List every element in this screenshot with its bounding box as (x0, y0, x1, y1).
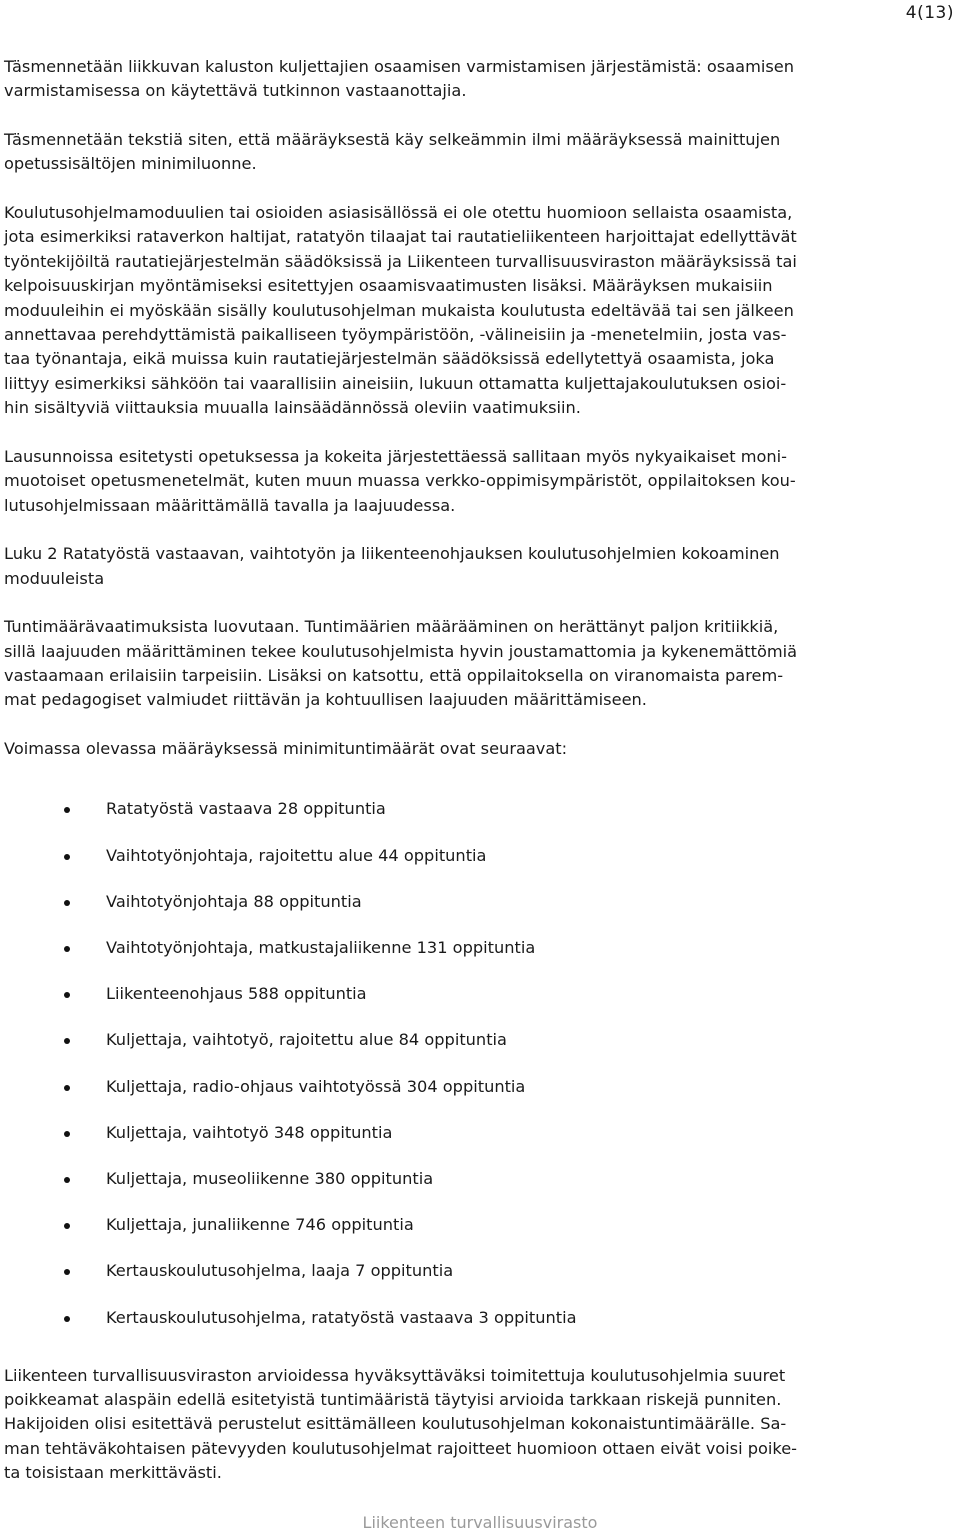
list-item-text: Vaihtotyönjohtaja 88 oppituntia (106, 891, 362, 911)
paragraph-2: Täsmennetään tekstiä siten, että määräyksestä käy selkeämmin ilmi määräyksessä mainittujen opetussisältöjen minimiluonne. (4, 130, 781, 174)
list-item (4, 1213, 958, 1259)
paragraph-7: Voimassa olevassa määräyksessä minimituntimäärät ovat seuraavat: (4, 739, 568, 759)
list-item-text: Vaihtotyönjohtaja, matkustajaliikenne 131 oppituntia (106, 938, 536, 958)
list-item (4, 1306, 958, 1344)
list-item-text: Kuljettaja, radio-ohjaus vaihtotyössä 304 oppituntia (106, 1076, 526, 1096)
list-item (4, 982, 958, 1028)
section-heading: Luku 2 Ratatyöstä vastaavan, vaihtotyön ja liikenteenohjauksen koulutusohjelmien kokoaminen moduuleista (4, 544, 780, 588)
list-item (4, 1075, 958, 1121)
list-item-text: Kuljettaja, vaihtotyö 348 oppituntia (106, 1122, 393, 1142)
bullet-icon (64, 1316, 70, 1322)
bullet-icon (64, 1131, 70, 1137)
bullet-icon (64, 1223, 70, 1229)
list-item (4, 1028, 958, 1074)
paragraph-6: Tuntimäärävaatimuksista luovutaan. Tuntimäärien määrääminen on herättänyt paljon kritiikkiä, sillä laajuuden määrittäminen tekee koulutusohjelmista hyvin joustamattomia ja kykenemättömiä vastaamaan erilaisiin tarpeisiin. Lisäksi on katsottu, että oppilaitoksella on viranomaista parem- mat pedagogiset valmiudet riittävän ja kohtuullisen laajuuden määrittämiseen. (4, 617, 798, 710)
page-number: 4(13) (905, 3, 954, 23)
paragraph-8: Liikenteen turvallisuusviraston arvioidessa hyväksyttäväksi toimitettuja koulutusohjelmia suuret poikkeamat alaspäin edellä esitetyistä tuntimääristä täytyisi arvioida tarkkaan riskejä punniten. Hakijoiden olisi esitettävä perustelut esittämälleen koulutusohjelman kokonaistuntimäärälle. Sa- man tehtäväkohtaisen pätevyyden koulutusohjelmat rajoitteet huomioon ottaen eivät voisi poike- ta toisistaan merkittävästi. (4, 1365, 798, 1483)
document-body (4, 55, 958, 1510)
list-item-text: Kertauskoulutusohjelma, ratatyöstä vastaava 3 oppituntia (106, 1307, 577, 1327)
list-item (4, 1121, 958, 1167)
bullet-icon (64, 1085, 70, 1091)
bullet-icon (64, 1038, 70, 1044)
bullet-icon (64, 1269, 70, 1275)
list-item-text: Ratatyöstä vastaava 28 oppituntia (106, 799, 386, 819)
list-spacer (4, 761, 958, 797)
list-item (4, 1259, 958, 1305)
list-item-text: Kuljettaja, vaihtotyö, rajoitettu alue 84 oppituntia (106, 1030, 507, 1050)
list-item (4, 797, 958, 843)
list-item (4, 1167, 958, 1213)
list-item-text: Kuljettaja, junaliikenne 746 oppituntia (106, 1215, 414, 1235)
list-item-text: Kertauskoulutusohjelma, laaja 7 oppituntia (106, 1261, 454, 1281)
paragraph-4: Lausunnoissa esitetysti opetuksessa ja kokeita järjestettäessä sallitaan myös nykyaikaiset moni- muotoiset opetusmenetelmät, kuten muun muassa verkko-oppimisympäristöt, oppilaitoksen kou- lutusohjelmissaan määrittämällä tavalla ja laajuudessa. (4, 446, 796, 515)
list-item (4, 844, 958, 890)
bullet-icon (64, 854, 70, 860)
bullet-icon (64, 900, 70, 906)
bullet-icon (64, 992, 70, 998)
bullet-icon (64, 1177, 70, 1183)
list-item-text: Vaihtotyönjohtaja, rajoitettu alue 44 oppituntia (106, 845, 487, 865)
bullet-icon (64, 807, 70, 813)
paragraph-1: Täsmennetään liikkuvan kaluston kuljettajien osaamisen varmistamisen järjestämistä: osaamisen varmistamisessa on käytettävä tutkinnon vastaanottajia. (4, 57, 794, 101)
list-item-text: Liikenteenohjaus 588 oppituntia (106, 984, 367, 1004)
footer-agency-name: Liikenteen turvallisuusvirasto (362, 1513, 598, 1532)
paragraph-3: Koulutusohjelmamoduulien tai osioiden asiasisällössä ei ole otettu huomioon sellaista osaamista, jota esimerkiksi rataverkon haltijat, ratatyön tilaajat tai rautatieliikenteen harjoittajat edellyttävät työntekijöiltä rautatiejärjestelmän säädöksissä ja Liikenteen turvallisuusviraston määräyksissä tai kelpoisuuskirjan myöntämiseksi esitettyjen osaamisvaatimusten lisäksi. Määräyksen mukaisiin moduuleihin ei myöskään sisälly koulutusohjelman mukaista koulutusta edeltävää tai sen jälkeen annettavaa perehdyttämistä paikalliseen työympäristöön, -välineisiin ja -menetelmiin, josta vas- taa työnantaja, eikä muissa kuin rautatiejärjestelmän säädöksissä edellytettyä osaamista, joka liittyy esimerkiksi sähköön tai vaarallisiin aineisiin, lukuun ottamatta kuljettajakoulutuksen osioi- hin sisältyviä viittauksia muualla lainsäädännössä oleviin vaatimuksiin. (4, 203, 797, 418)
list-item (4, 936, 958, 982)
list-item (4, 890, 958, 936)
list-item-text: Kuljettaja, museoliikenne 380 oppituntia (106, 1168, 434, 1188)
bullet-icon (64, 946, 70, 952)
hours-list (4, 797, 958, 1343)
